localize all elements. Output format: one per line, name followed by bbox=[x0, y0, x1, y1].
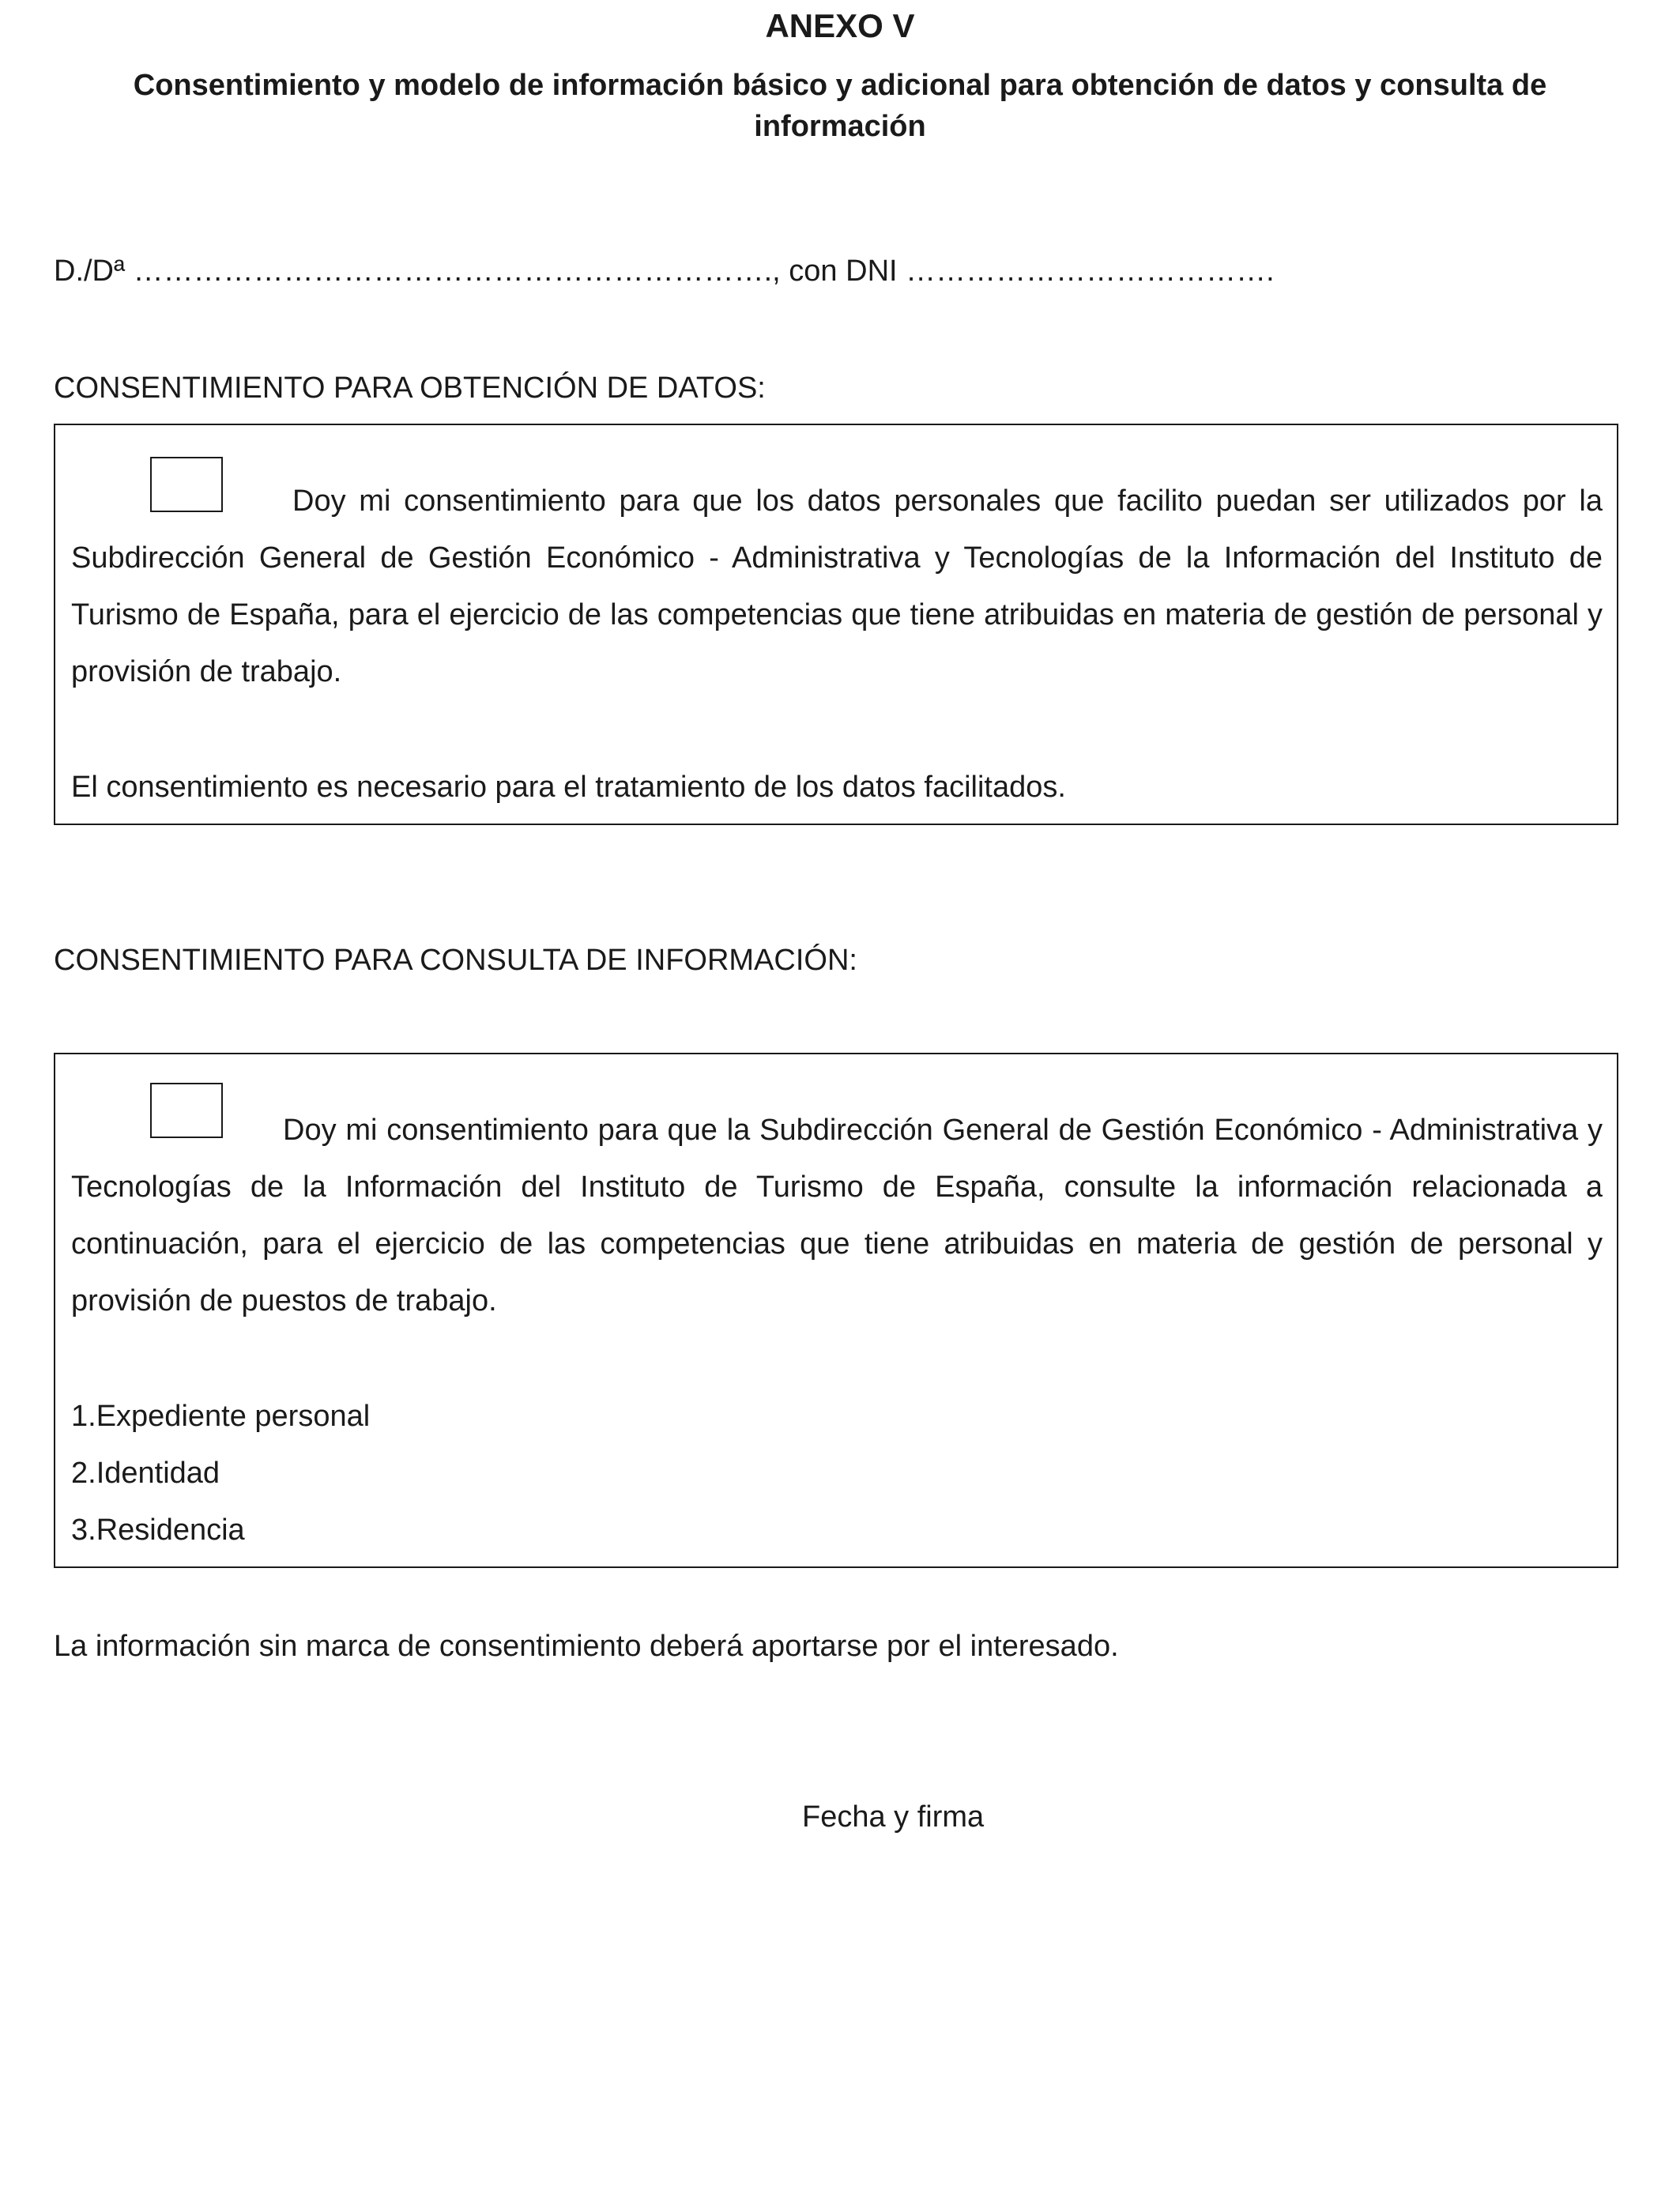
info-consent-heading: CONSENTIMIENTO PARA CONSULTA DE INFORMACIÓN: bbox=[54, 944, 857, 977]
info-consent-text: Doy mi consentimiento para que la Subdirección General de Gestión Económico - Administrativa y Tecnologías de la Información del Instituto de Turismo de España, consulte la información relacionada a continuación, para el ejercicio de las competencias que tiene atribuidas en materia de gestión de personal y provisión de puestos de trabajo. bbox=[71, 1114, 1603, 1318]
list-item-identidad: 2.Identidad bbox=[71, 1457, 220, 1490]
list-item-residencia: 3.Residencia bbox=[71, 1514, 245, 1547]
info-consent-text-block bbox=[71, 1102, 1603, 1329]
list-item-expediente: 1.Expediente personal bbox=[71, 1400, 371, 1433]
annex-subtitle: Consentimiento y modelo de información básico y adicional para obtención de datos y consulta de información bbox=[133, 69, 1547, 143]
missing-consent-note: La información sin marca de consentimiento deberá aportarse por el interesado. bbox=[54, 1630, 1119, 1663]
data-consent-note: El consentimiento es necesario para el tratamiento de los datos facilitados. bbox=[71, 771, 1066, 804]
applicant-identification-line[interactable]: D./Dª ………………………………………………………., con DNI ………………………………. bbox=[54, 254, 1275, 288]
date-signature-label: Fecha y firma bbox=[802, 1800, 985, 1834]
annex-title: ANEXO V bbox=[765, 7, 915, 44]
data-consent-text-block bbox=[71, 473, 1603, 700]
data-consent-heading: CONSENTIMIENTO PARA OBTENCIÓN DE DATOS: bbox=[54, 371, 766, 405]
data-consent-text: Doy mi consentimiento para que los datos personales que facilito puedan ser utilizados por la Subdirección General de Gestión Económico - Administrativa y Tecnologías de la Información del Instituto de Turismo de España, para el ejercicio de las competencias que tiene atribuidas en materia de gestión de personal y provisión de trabajo. bbox=[71, 484, 1603, 688]
